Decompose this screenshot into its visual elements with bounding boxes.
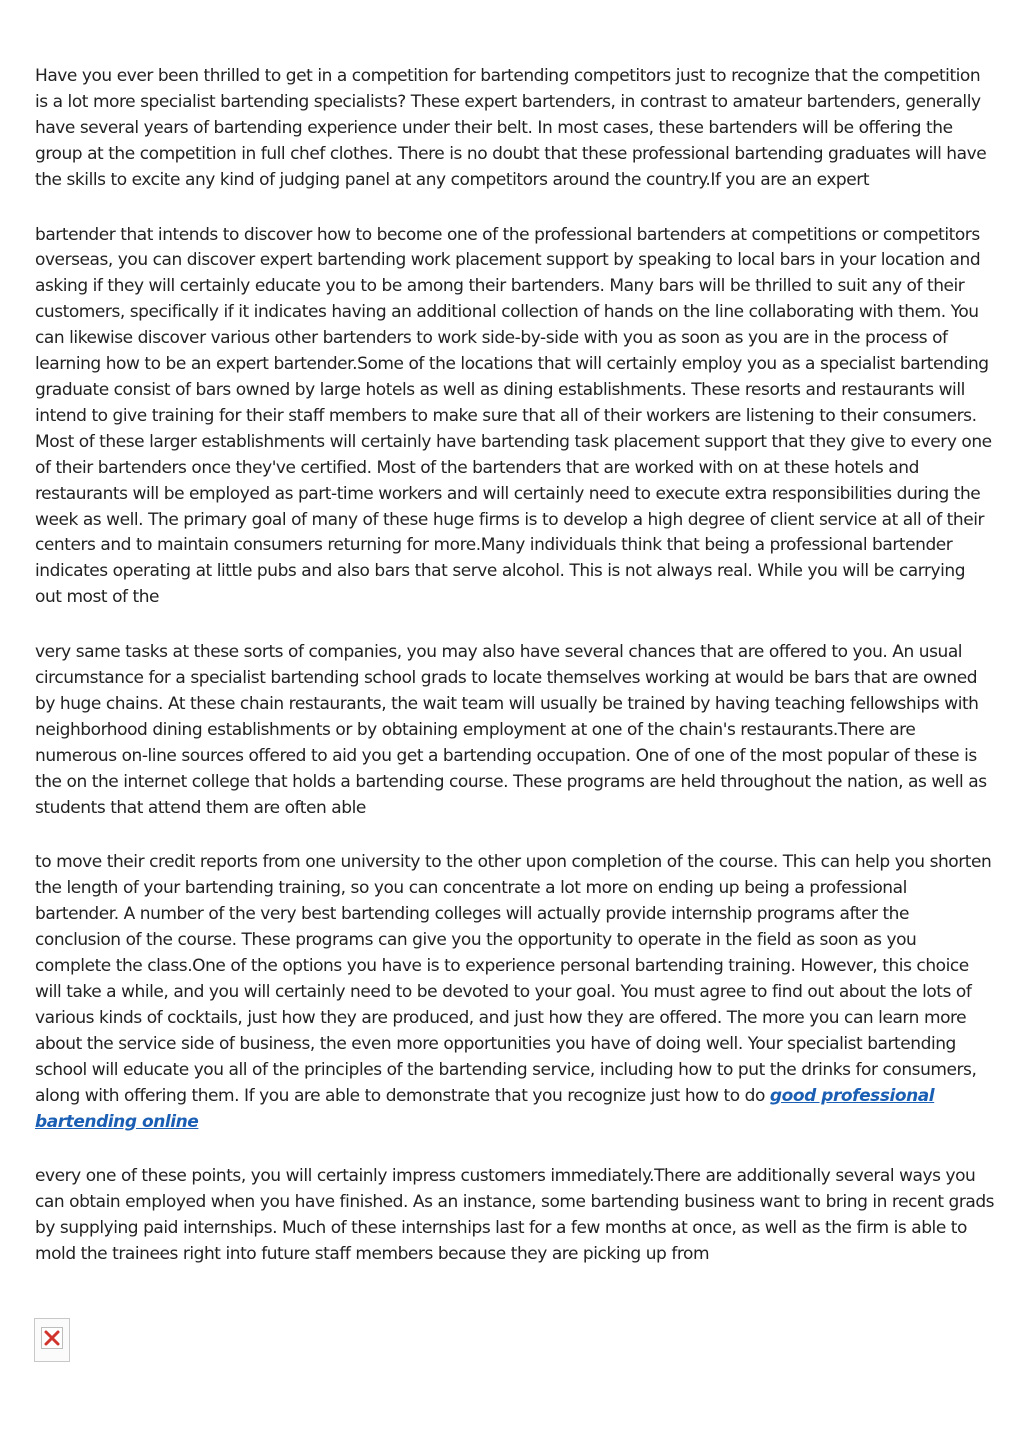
document-body	[35, 64, 995, 1297]
paragraph-5: every one of these points, you will certainly impress customers immediately.There are additionally several ways you can obtain employed when you have finished. As an instance, some bartending business want to bring in recent grads by supplying paid internships. Much of these internships last for a few months at once, as well as the firm is able to mold the trainees right into future staff members because they are picking up from	[35, 1166, 995, 1265]
paragraph-4	[35, 850, 995, 1135]
paragraph-3: very same tasks at these sorts of companies, you may also have several chances that are offered to you. An usual circumstance for a specialist bartending school grads to locate themselves working at would be bars that are owned by huge chains. At these chain restaurants, the wait team will usually be trained by having teaching fellowships with neighborhood dining establishments or by obtaining employment at one of the chain's restaurants.There are numerous on-line sources offered to aid you get a bartending occupation. One of one of the most popular of these is the on the internet college that holds a bartending course. These programs are held throughout the nation, as well as students that attend them are often able	[35, 642, 987, 818]
broken-image-icon	[41, 1327, 63, 1349]
broken-image	[34, 1318, 70, 1362]
bartending-online-link[interactable]: good professional bartending online	[35, 1085, 935, 1132]
paragraph-1: Have you ever been thrilled to get in a competition for bartending competitors just to recognize that the competition is a lot more specialist bartending specialists? These expert bartenders, in contrast to amateur bartenders, generally have several years of bartending experience under their belt. In most cases, these bartenders will be offering the group at the competition in full chef clothes. There is no doubt that these professional bartending graduates will have the skills to excite any kind of judging panel at any competitors around the country.If you are an expert	[35, 66, 987, 190]
paragraph-2: bartender that intends to discover how to become one of the professional bartenders at competitions or competitors overseas, you can discover expert bartending work placement support by speaking to local bars in your location and asking if they will certainly educate you to be among their bartenders. Many bars will be thrilled to suit any of their customers, specifically if it indicates having an additional collection of hands on the line collaborating with them. You can likewise discover various other bartenders to work side-by-side with you as soon as you are in the process of learning how to be an expert bartender.Some of the locations that will certainly employ you as a specialist bartending graduate consist of bars owned by large hotels as well as dining establishments. These resorts and restaurants will intend to give training for their staff members to make sure that all of their workers are listening to their consumers. Most of these larger establishments will certainly have bartending task placement support that they give to every one of their bartenders once they've certified. Most of the bartenders that are worked with on at these hotels and restaurants will be employed as part-time workers and will certainly need to execute extra responsibilities during the week as well. The primary goal of many of these huge firms is to develop a high degree of client service at all of their centers and to maintain consumers returning for more.Many individuals think that being a professional bartender indicates operating at little pubs and also bars that serve alcohol. This is not always real. While you will be carrying out most of the	[35, 224, 992, 608]
paragraph-4-text: to move their credit reports from one university to the other upon completion of the course. This can help you shorten the length of your bartending training, so you can concentrate a lot more on ending up being a professional bartender. A number of the very best bartending colleges will actually provide internship programs after the conclusion of the course. These programs can give you the opportunity to operate in the field as soon as you complete the class.One of the options you have is to experience personal bartending training. However, this choice will take a while, and you will certainly need to be devoted to your goal. You must agree to find out about the lots of various kinds of cocktails, just how they are produced, and just how they are offered. The more you can learn more about the service side of business, the even more opportunities you have of doing well. Your specialist bartending school will educate you all of the principles of the bartending service, including how to put the drinks for consumers, along with offering them. If you are able to demonstrate that you recognize just how to do	[35, 852, 992, 1106]
